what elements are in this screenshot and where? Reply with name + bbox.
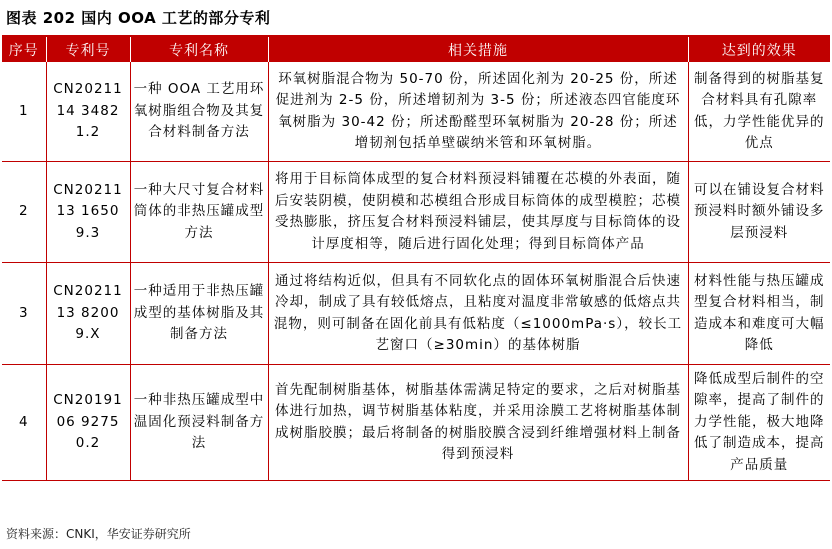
table-row [2, 162, 830, 263]
patent-effect: 制备得到的树脂基复合材料具有孔隙率低，力学性能优异的优点 [688, 62, 830, 162]
patent-measures: 通过将结构近似，但具有不同软化点的固体环氧树脂混合后快速冷却，制成了具有较低熔点，且粘度对温度非常敏感的低熔点共混物，则可制备在固化前具有低粘度（≤1000mPa·s），较长工艺窗口（≥30min）的基体树脂 [268, 263, 688, 365]
row-index: 2 [2, 162, 46, 263]
patent-table [2, 37, 830, 481]
table-header-row [2, 37, 830, 62]
patent-measures: 将用于目标筒体成型的复合材料预浸料铺覆在芯模的外表面，随后安装阴模，使阴模和芯模组合形成目标筒体的成型模腔；芯模受热膨胀，挤压复合材料预浸料铺层，使其厚度与目标筒体的设计厚度相等，随后进行固化处理；得到目标筒体产品 [268, 162, 688, 263]
patent-number: CN2021113 16509.3 [46, 162, 130, 263]
header-measures: 相关措施 [268, 37, 688, 62]
header-patent-no: 专利号 [46, 37, 130, 62]
patent-number: CN2019106 92750.2 [46, 365, 130, 481]
header-effect: 达到的效果 [688, 37, 830, 62]
patent-measures: 首先配制树脂基体，树脂基体需满足特定的要求，之后对树脂基体进行加热，调节树脂基体粘度，并采用涂膜工艺将树脂基体制成树脂胶膜；最后将制备的树脂胶膜含浸到纤维增强材料上制备得到预浸料 [268, 365, 688, 481]
patent-effect: 材料性能与热压罐成型复合材料相当，制造成本和难度可大幅降低 [688, 263, 830, 365]
patent-number: CN2021113 82009.X [46, 263, 130, 365]
patent-name: 一种大尺寸复合材料筒体的非热压罐成型方法 [130, 162, 268, 263]
patent-name: 一种非热压罐成型中温固化预浸料制备方法 [130, 365, 268, 481]
patent-effect: 降低成型后制件的空隙率，提高了制件的力学性能，极大地降低了制造成本，提高产品质量 [688, 365, 830, 481]
patent-name: 一种 OOA 工艺用环氧树脂组合物及其复合材料制备方法 [130, 62, 268, 162]
row-index: 3 [2, 263, 46, 365]
header-index: 序号 [2, 37, 46, 62]
figure-title: 图表 202 国内 OOA 工艺的部分专利 [6, 9, 271, 27]
header-patent-name: 专利名称 [130, 37, 268, 62]
patent-measures: 环氧树脂混合物为 50-70 份，所述固化剂为 20-25 份，所述促进剂为 2-5 份，所述增韧剂为 3-5 份；所述液态四官能度环氧树脂为 30-42 份；所述酚醛型环氧树脂为 20-28 份；所述增韧剂包括单壁碳纳米管和环氧树脂。 [268, 62, 688, 162]
patent-effect: 可以在铺设复合材料预浸料时额外铺设多层预浸料 [688, 162, 830, 263]
row-index: 1 [2, 62, 46, 162]
table-row [2, 263, 830, 365]
table-row [2, 365, 830, 481]
table-row [2, 62, 830, 162]
source-note: 资料来源：CNKI，华安证券研究所 [6, 527, 191, 541]
row-index: 4 [2, 365, 46, 481]
patent-name: 一种适用于非热压罐成型的基体树脂及其制备方法 [130, 263, 268, 365]
patent-number: CN2021114 34821.2 [46, 62, 130, 162]
